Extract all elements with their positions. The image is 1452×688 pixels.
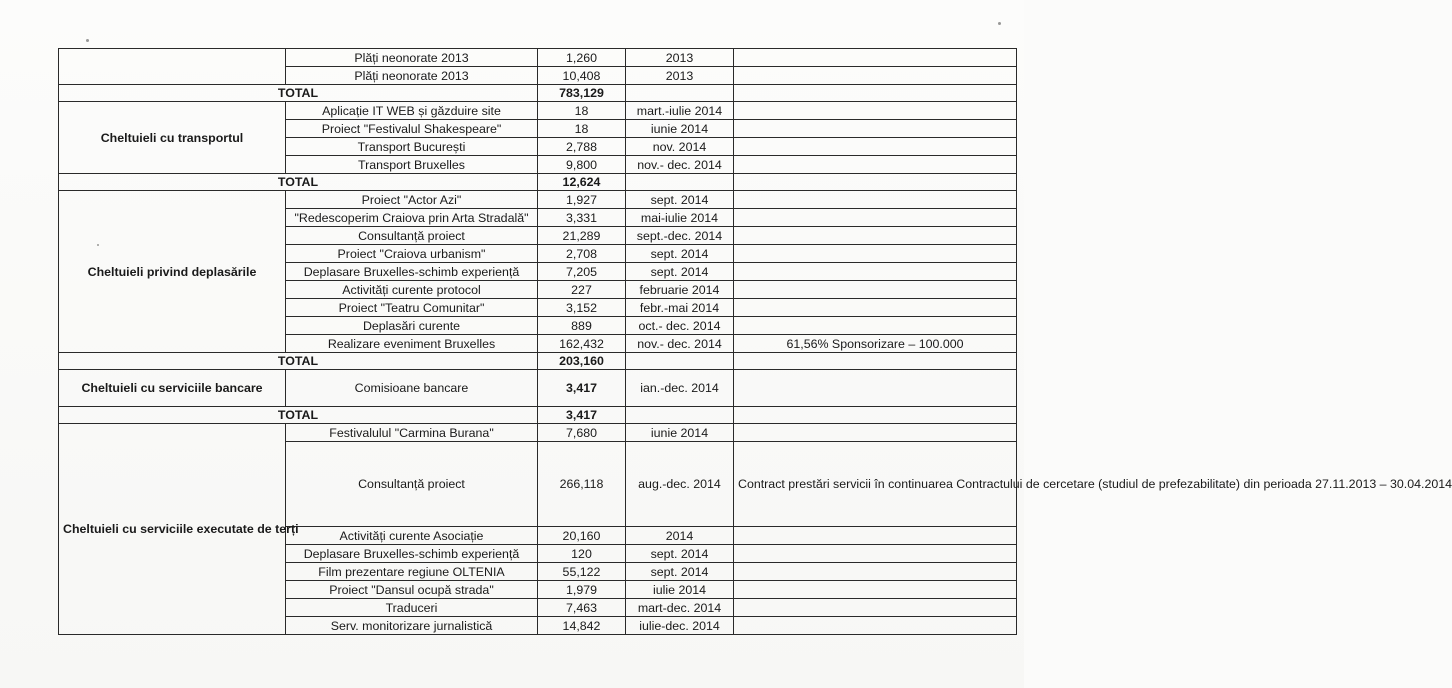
row-description: Realizare eveniment Bruxelles — [286, 335, 538, 353]
row-value: 227 — [538, 281, 626, 299]
category-bank: Cheltuieli cu serviciile bancare — [59, 370, 286, 407]
row-period: iunie 2014 — [626, 424, 734, 442]
row-value: 162,432 — [538, 335, 626, 353]
row-description: Proiect "Craiova urbanism" — [286, 245, 538, 263]
row-description: Deplasare Bruxelles-schimb experiență — [286, 263, 538, 281]
row-observations — [734, 563, 1017, 581]
row-observations: Contract prestări servicii în continuarea Contractului de cercetare (studiul de prefezabilitate) din perioada 27.11.2013 – 30.04.2014 — [734, 442, 1017, 527]
row-period: sept. 2014 — [626, 545, 734, 563]
row-description: Activități curente protocol — [286, 281, 538, 299]
total-row — [59, 407, 1017, 424]
scan-speck — [998, 22, 1001, 25]
total-period-empty — [626, 85, 734, 102]
total-label: TOTAL — [59, 407, 538, 424]
row-period: iulie 2014 — [626, 581, 734, 599]
table-row — [59, 370, 1017, 407]
row-period: febr.-mai 2014 — [626, 299, 734, 317]
row-observations — [734, 299, 1017, 317]
row-observations — [734, 281, 1017, 299]
row-description: Traduceri — [286, 599, 538, 617]
row-value: 20,160 — [538, 527, 626, 545]
expenses-table — [58, 48, 1452, 635]
row-description: "Redescoperim Craiova prin Arta Stradală" — [286, 209, 538, 227]
row-value: 2,708 — [538, 245, 626, 263]
row-value: 889 — [538, 317, 626, 335]
total-value: 12,624 — [538, 174, 626, 191]
total-value: 3,417 — [538, 407, 626, 424]
row-period: 2013 — [626, 67, 734, 85]
row-value: 18 — [538, 120, 626, 138]
row-period: sept. 2014 — [626, 245, 734, 263]
total-row — [59, 174, 1017, 191]
row-description: Proiect "Festivalul Shakespeare" — [286, 120, 538, 138]
row-value: 1,979 — [538, 581, 626, 599]
row-value: 3,152 — [538, 299, 626, 317]
row-value: 21,289 — [538, 227, 626, 245]
row-observations — [734, 581, 1017, 599]
row-value: 3,417 — [538, 370, 626, 407]
row-period: mai-iulie 2014 — [626, 209, 734, 227]
row-period: sept. 2014 — [626, 563, 734, 581]
row-observations — [734, 49, 1017, 67]
total-period-empty — [626, 353, 734, 370]
row-period: 2014 — [626, 527, 734, 545]
row-observations — [734, 138, 1017, 156]
table-row — [59, 424, 1017, 442]
category-transport: Cheltuieli cu transportul — [59, 102, 286, 174]
row-description: Transport Bruxelles — [286, 156, 538, 174]
row-observations — [734, 191, 1017, 209]
row-observations — [734, 527, 1017, 545]
row-description: Deplasare Bruxelles-schimb experiență — [286, 545, 538, 563]
row-period: 2013 — [626, 49, 734, 67]
row-period: nov.- dec. 2014 — [626, 156, 734, 174]
row-period: sept.-dec. 2014 — [626, 227, 734, 245]
total-row — [59, 353, 1017, 370]
row-description: Deplasări curente — [286, 317, 538, 335]
row-description: Transport București — [286, 138, 538, 156]
row-value: 9,800 — [538, 156, 626, 174]
row-period: mart.-iulie 2014 — [626, 102, 734, 120]
row-observations — [734, 156, 1017, 174]
row-period: nov. 2014 — [626, 138, 734, 156]
total-label: TOTAL — [59, 174, 538, 191]
total-obs-empty — [734, 353, 1017, 370]
row-observations — [734, 617, 1017, 635]
row-value: 18 — [538, 102, 626, 120]
row-observations — [734, 209, 1017, 227]
row-description: Comisioane bancare — [286, 370, 538, 407]
row-observations — [734, 120, 1017, 138]
total-obs-empty — [734, 174, 1017, 191]
row-period: ian.-dec. 2014 — [626, 370, 734, 407]
total-period-empty — [626, 407, 734, 424]
total-period-empty — [626, 174, 734, 191]
row-observations — [734, 599, 1017, 617]
row-value: 2,788 — [538, 138, 626, 156]
row-description: Proiect "Teatru Comunitar" — [286, 299, 538, 317]
row-value: 120 — [538, 545, 626, 563]
row-period: iunie 2014 — [626, 120, 734, 138]
row-description: Activități curente Asociație — [286, 527, 538, 545]
row-observations — [734, 67, 1017, 85]
row-description: Proiect "Actor Azi" — [286, 191, 538, 209]
table-row — [59, 191, 1017, 209]
total-obs-empty — [734, 407, 1017, 424]
row-description: Proiect "Dansul ocupă strada" — [286, 581, 538, 599]
row-period: mart-dec. 2014 — [626, 599, 734, 617]
row-observations — [734, 263, 1017, 281]
category-third-party: Cheltuieli cu serviciile executate de terți — [59, 424, 286, 635]
row-observations — [734, 370, 1017, 407]
row-value: 7,205 — [538, 263, 626, 281]
total-value: 783,129 — [538, 85, 626, 102]
row-value: 1,260 — [538, 49, 626, 67]
row-period: sept. 2014 — [626, 263, 734, 281]
row-observations — [734, 545, 1017, 563]
total-value: 203,160 — [538, 353, 626, 370]
row-period: februarie 2014 — [626, 281, 734, 299]
row-description: Film prezentare regiune OLTENIA — [286, 563, 538, 581]
scan-speck — [86, 39, 89, 42]
total-label: TOTAL — [59, 85, 538, 102]
row-observations — [734, 227, 1017, 245]
row-description: Consultanță proiect — [286, 442, 538, 527]
row-value: 266,118 — [538, 442, 626, 527]
row-value: 10,408 — [538, 67, 626, 85]
row-period: sept. 2014 — [626, 191, 734, 209]
row-description: Serv. monitorizare jurnalistică — [286, 617, 538, 635]
category-travel: Cheltuieli privind deplasările — [59, 191, 286, 353]
total-obs-empty — [734, 85, 1017, 102]
row-description: Plăți neonorate 2013 — [286, 67, 538, 85]
row-period: nov.- dec. 2014 — [626, 335, 734, 353]
row-description: Consultanță proiect — [286, 227, 538, 245]
total-row — [59, 85, 1017, 102]
row-period: oct.- dec. 2014 — [626, 317, 734, 335]
row-value: 55,122 — [538, 563, 626, 581]
table-row — [59, 49, 1017, 67]
category-cell-empty — [59, 49, 286, 85]
table-row — [59, 102, 1017, 120]
row-observations — [734, 102, 1017, 120]
row-description: Plăți neonorate 2013 — [286, 49, 538, 67]
row-value: 3,331 — [538, 209, 626, 227]
row-period: iulie-dec. 2014 — [626, 617, 734, 635]
row-value: 14,842 — [538, 617, 626, 635]
row-observations: 61,56% Sponsorizare – 100.000 — [734, 335, 1017, 353]
row-value: 7,680 — [538, 424, 626, 442]
row-value: 1,927 — [538, 191, 626, 209]
row-value: 7,463 — [538, 599, 626, 617]
row-observations — [734, 317, 1017, 335]
row-period: aug.-dec. 2014 — [626, 442, 734, 527]
row-observations — [734, 245, 1017, 263]
row-description: Aplicație IT WEB și găzduire site — [286, 102, 538, 120]
row-description: Festivalulul "Carmina Burana" — [286, 424, 538, 442]
total-label: TOTAL — [59, 353, 538, 370]
row-observations — [734, 424, 1017, 442]
